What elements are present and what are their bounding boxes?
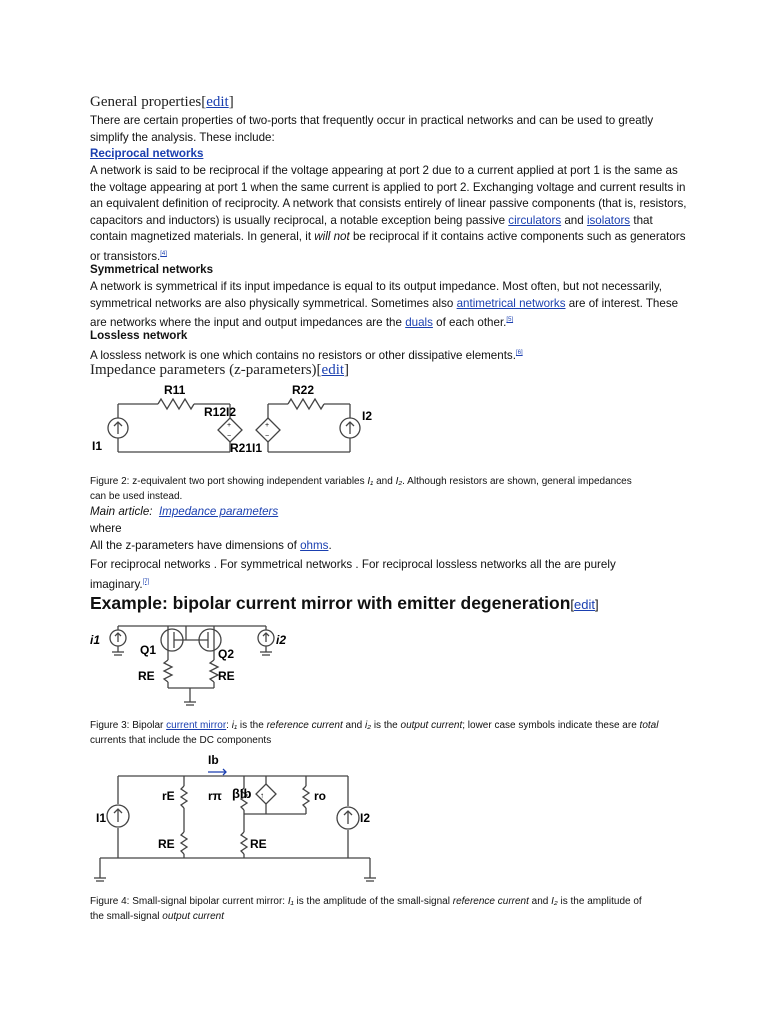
fig2-label-r22: R22: [292, 383, 315, 397]
edit-link-example[interactable]: edit: [574, 597, 595, 612]
fig4-label-re-small: rE: [162, 789, 175, 803]
fig4-label-beta-ib: βIb: [232, 786, 252, 801]
main-article-line: Main article: Impedance parameters: [90, 505, 279, 518]
fig3-label-q1: Q1: [140, 643, 157, 657]
fig3-label-i1: i1: [90, 633, 101, 647]
reciprocal-z-text: For reciprocal networks . For symmetrical networks . For reciprocal lossless networks all the are purely imaginary.[7]: [90, 558, 616, 591]
dimensions-text: All the z-parameters have dimensions of ohms.: [90, 539, 332, 552]
fig4-label-i2: I2: [360, 811, 371, 825]
reciprocal-networks-link[interactable]: Reciprocal networks: [90, 147, 204, 160]
impedance-heading: Impedance parameters (z-parameters)[edit]: [90, 362, 350, 378]
fig2-label-i1: I1: [92, 439, 103, 453]
lossless-heading: Lossless network: [90, 329, 188, 342]
circulators-link[interactable]: circulators: [508, 213, 562, 227]
svg-text:−: −: [264, 433, 270, 440]
example-heading: Example: bipolar current mirror with emitter degeneration[edit]: [90, 593, 599, 613]
svg-text:−: −: [226, 433, 232, 440]
ref-6-link[interactable]: [6]: [515, 350, 523, 356]
fig4-label-i1: I1: [96, 811, 107, 825]
impedance-parameters-link[interactable]: Impedance parameters: [158, 505, 279, 518]
figure-4-small-signal-circuit: [86, 752, 386, 890]
lossless-paragraph: A lossless network is one which contains no resistors or other dissipative elements.[6]: [90, 348, 523, 362]
fig3-label-i2: i2: [276, 633, 287, 647]
fig3-label-re-right: RE: [218, 669, 235, 683]
fig2-label-r11: R11: [164, 383, 186, 397]
fig4-label-ro: ro: [314, 789, 326, 803]
duals-link[interactable]: duals: [405, 316, 433, 330]
svg-text:+: +: [226, 422, 232, 429]
figure-4-caption: Figure 4: Small-signal bipolar current mirror: I₁ is the amplitude of the small-signal reference current and I₂ is the amplitude of the small-signal output current: [90, 896, 642, 922]
svg-text:+: +: [264, 422, 270, 429]
fig2-label-i2: I2: [362, 409, 373, 423]
figure-3-current-mirror: [86, 620, 296, 712]
general-intro: There are certain properties of two-ports that frequently occur in practical networks and can be used to greatly simplify the analysis. These include:: [90, 114, 654, 144]
antimetrical-networks-link[interactable]: antimetrical networks: [456, 296, 566, 310]
fig3-label-q2: Q2: [218, 647, 235, 661]
isolators-link[interactable]: isolators: [586, 213, 631, 227]
fig4-label-re-left: RE: [158, 837, 175, 851]
fig2-label-r12i2: R12I2: [204, 405, 237, 419]
fig4-label-ib: Ib: [208, 753, 219, 767]
fig4-label-re-right: RE: [250, 837, 267, 851]
symmetrical-paragraph: A network is symmetrical if its input impedance is equal to its output impedance. Most often, but not necessarily, symmetrical networks are also physically symmetrical. Sometimes also antimetrical networks are of interest. These are networks where the input and output impedances are the duals of each other.[5]: [90, 280, 679, 330]
fig3-label-re-left: RE: [138, 669, 155, 683]
current-mirror-link[interactable]: current mirror: [166, 720, 227, 731]
fig2-label-r21i1: R21I1: [230, 441, 263, 455]
general-properties-heading: General properties[edit]: [90, 94, 234, 110]
ref-7-link[interactable]: [7]: [142, 578, 150, 585]
reciprocal-paragraph: A network is said to be reciprocal if the voltage appearing at port 2 due to a current applied at port 1 is the same as the voltage appearing at port 1 when the same current is applied to port 2. Exchanging voltage and current results in an equivalent definition of reciprocity. A network that consists entirely of linear passive components (that is, resistors, capacitors and inductors) is usually reciprocal, a notable exception being passive circulators and isolators that contain magnetized materials. In general, it will not be reciprocal if it contains active components such as generators or transistors.[4]: [90, 164, 687, 263]
fig4-label-rpi: rπ: [208, 789, 222, 803]
edit-link-impedance[interactable]: edit: [321, 362, 345, 378]
reciprocal-heading[interactable]: [90, 147, 203, 160]
figure-2-caption: Figure 2: z-equivalent two port showing independent variables I₁ and I₂. Although resistors are shown, general impedances can be used instead.: [90, 476, 632, 502]
ref-4-link[interactable]: [4]: [160, 250, 167, 257]
edit-link-general[interactable]: edit: [206, 94, 229, 110]
symmetrical-heading: Symmetrical networks: [90, 263, 214, 276]
where-text: where: [90, 522, 122, 535]
figure-3-caption: Figure 3: Bipolar current mirror: i₁ is the reference current and i₂ is the output current; lower case symbols indicate these are total currents that include the DC components: [90, 720, 659, 746]
figure-2-z-equivalent-circuit: [88, 382, 388, 464]
ref-5-link[interactable]: [5]: [506, 317, 514, 324]
ohms-link[interactable]: ohms: [300, 539, 329, 552]
svg-text:↑: ↑: [260, 791, 264, 800]
